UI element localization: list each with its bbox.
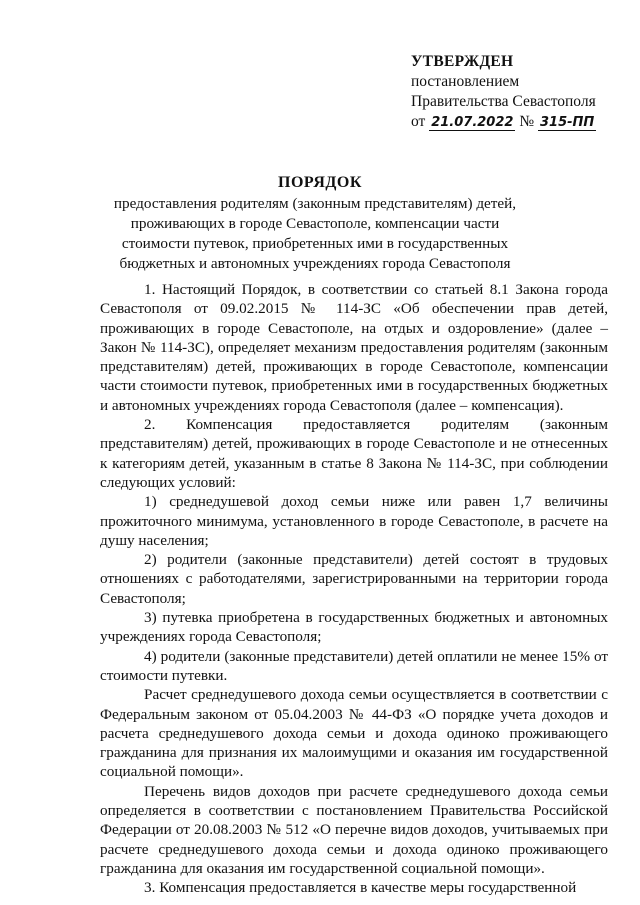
number-prefix: №	[519, 113, 535, 130]
paragraph-1: 1. Настоящий Порядок, в соответствии со статьей 8.1 Закона города Севастополя от 09.02.2015 № 114-ЗС «Об обеспечении прав детей, проживающих в городе Севастополе, на отдых и оздоровление» (далее – Закон № 114-ЗС), определяет механизм предоставления родителям (законным представителям) детей, проживающих в городе Севастополе, компенсации части стоимости путевок, приобретенных ими в государственных бюджетных и автономных учреждениях города Севастополя (далее – компенсация).	[100, 281, 608, 414]
paragraph-income-calculation: Расчет среднедушевого дохода семьи осуществляется в соответствии с Федеральным законом от 05.04.2003 № 44-ФЗ «О порядке учета доходов и расчета среднедушевого дохода семьи и дохода одиноко проживающего гражданина для признания их малоимущими и оказания им государственной социальной помощи».	[100, 686, 608, 781]
date-prefix: от	[411, 113, 426, 130]
approval-date-line	[411, 112, 631, 132]
approval-line-1: постановлением	[411, 73, 520, 90]
handwritten-number: 315-ПП	[540, 115, 595, 130]
condition-3: 3) путевка приобретена в государственных бюджетных и автономных учреждениях города Севастополя;	[100, 609, 608, 646]
condition-1: 1) среднедушевой доход семьи ниже или равен 1,7 величины прожиточного минимума, установленного в городе Севастополе, в расчете на душу населения;	[100, 493, 608, 549]
paragraph-3-start: 3. Компенсация предоставляется в качестве меры государственной	[144, 879, 577, 897]
document-title: ПОРЯДОК	[278, 174, 362, 191]
approval-line-2: Правительства Севастополя	[411, 93, 596, 110]
paragraph-2: 2. Компенсация предоставляется родителям (законным представителям) детей, проживающих в городе Севастополе и не отнесенных к категориям детей, указанным в статье 8 Закона № 114-ЗС, при соблюдении следующих условий:	[100, 416, 608, 491]
paragraph-income-types: Перечень видов доходов при расчете среднедушевого дохода семьи определяется в соответствии с постановлением Правительства Российской Федерации от 20.08.2003 № 512 «О перечне видов доходов, учитываемых при расчете среднедушевого дохода семьи и дохода одиноко проживающего гражданина для оказания им государственной социальной помощи».	[100, 782, 608, 877]
handwritten-date: 21.07.2022	[431, 115, 514, 130]
document-subtitle: предоставления родителям (законным представителям) детей, проживающих в городе Севастополе, компенсации части стоимости путевок, приобретенных ими в государственных бюджетных и автономных учреждениях города Севастополя	[113, 195, 517, 272]
approval-heading: УТВЕРЖДЕН	[411, 53, 514, 70]
condition-2: 2) родители (законные представители) детей состоят в трудовых отношениях с работодателями, зарегистрированными на территории города Севастополя;	[100, 551, 608, 607]
condition-4: 4) родители (законные представители) детей оплатили не менее 15% от стоимости путевки.	[100, 647, 608, 684]
approval-stamp	[411, 52, 631, 132]
document-body	[100, 280, 608, 898]
